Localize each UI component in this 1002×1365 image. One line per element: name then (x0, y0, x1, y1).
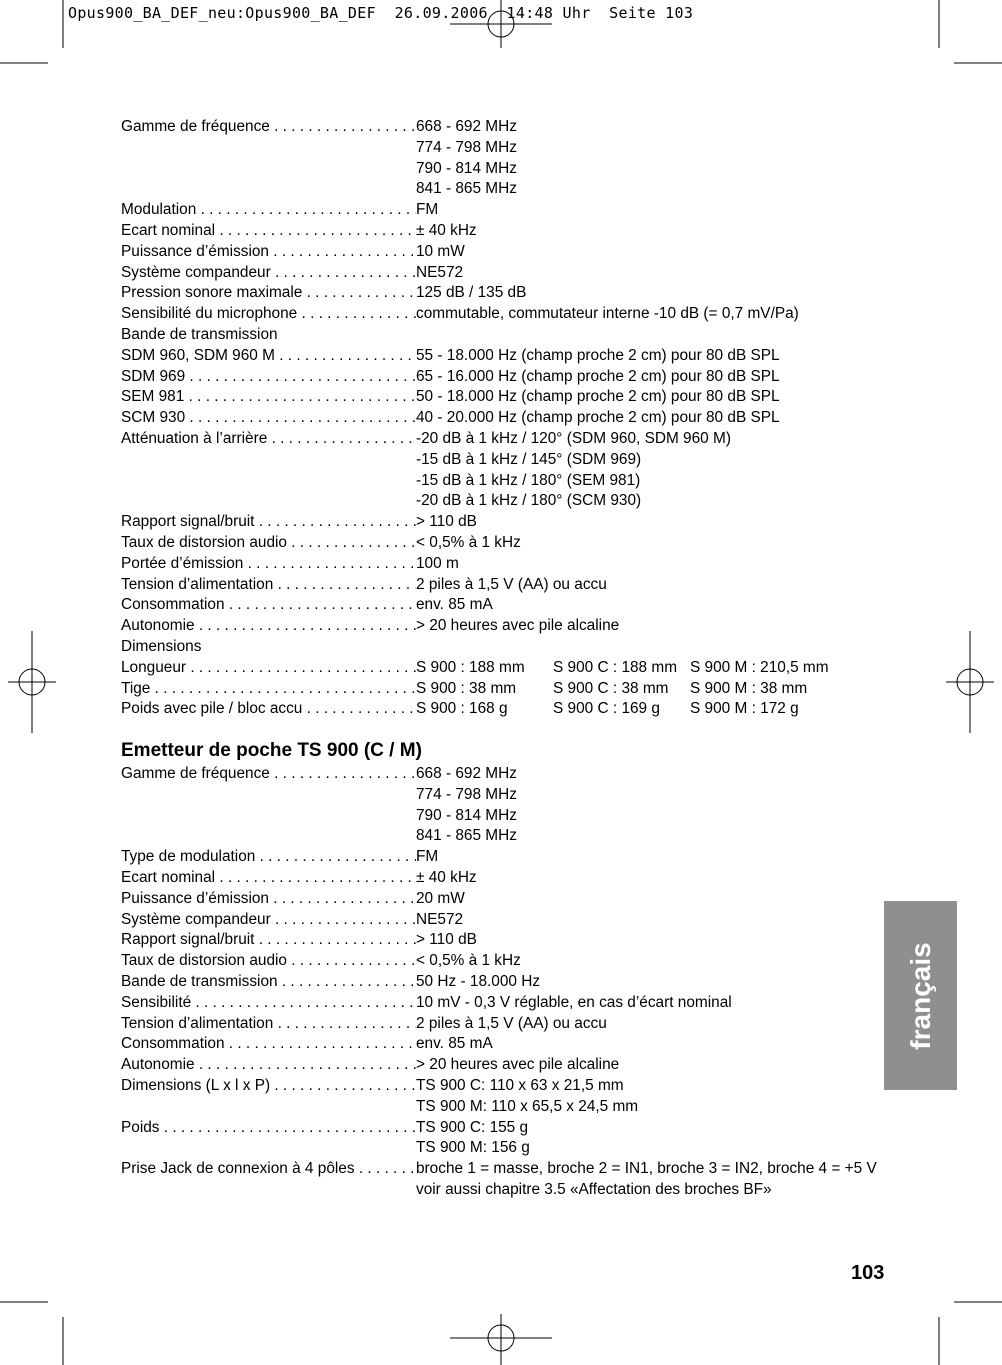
spec-values (416, 242, 901, 263)
spec-value: 2 piles à 1,5 V (AA) ou accu (416, 1014, 607, 1032)
spec-values (416, 408, 901, 429)
spec-column-value: S 900 : 188 mm (416, 658, 525, 676)
spec-values (416, 221, 901, 242)
spec-value: 10 mW (416, 242, 465, 260)
spec-label: SDM 969 . . . (121, 367, 416, 388)
registration-mark-right (946, 631, 994, 733)
spec-values (416, 304, 901, 325)
spec-label: Prise Jack de connexion à 4 pôles . . . (121, 1159, 416, 1201)
spec-value: 100 m (416, 554, 459, 572)
spec-values (416, 1118, 901, 1160)
spec-value: < 0,5% à 1 kHz (416, 952, 521, 970)
spec-row (121, 408, 901, 429)
spec-row (121, 910, 901, 931)
spec-values (416, 951, 901, 972)
spec-label: Taux de distorsion audio . . . (121, 951, 416, 972)
spec-value: TS 900 M: 156 g (416, 1139, 530, 1157)
spec-row (121, 993, 901, 1014)
spec-value: commutable, commutateur interne -10 dB (= 0,7 mV/Pa) (416, 305, 799, 323)
spec-label: Gamme de fréquence . . . (121, 117, 416, 200)
spec-column-value: S 900 C : 38 mm (553, 679, 669, 697)
spec-values (416, 699, 901, 720)
spec-value: 790 - 814 MHz (416, 159, 517, 177)
spec-value: -20 dB à 1 kHz / 120° (SDM 960, SDM 960 M) (416, 429, 731, 447)
spec-column-value: S 900 C : 188 mm (553, 658, 678, 676)
spec-value: ± 40 kHz (416, 221, 477, 239)
spec-values (416, 1014, 901, 1035)
spec-row (121, 951, 901, 972)
spec-value: > 20 heures avec pile alcaline (416, 1056, 620, 1074)
spec-values (416, 387, 901, 408)
spec-label: Rapport signal/bruit . . . (121, 930, 416, 951)
spec-label: Rapport signal/bruit . . . (121, 512, 416, 533)
spec-values (416, 847, 901, 868)
spec-values (416, 679, 901, 700)
spec-label: Modulation . . . (121, 200, 416, 221)
spec-label: SDM 960, SDM 960 M . . . (121, 346, 416, 367)
spec-value: TS 900 C: 110 x 63 x 21,5 mm (416, 1076, 624, 1094)
spec-label: Ecart nominal . . . (121, 868, 416, 889)
spec-value: < 0,5% à 1 kHz (416, 533, 521, 551)
spec-label: Tige . . . (121, 679, 416, 700)
spec-values (416, 263, 901, 284)
spec-column-value: S 900 M : 172 g (690, 700, 799, 718)
spec-row (121, 868, 901, 889)
spec-label: Autonomie . . . (121, 616, 416, 637)
spec-value: TS 900 C: 155 g (416, 1118, 529, 1136)
spec-values (416, 325, 901, 346)
spec-label: Bande de transmission (121, 325, 278, 343)
spec-value: 790 - 814 MHz (416, 806, 517, 824)
spec-values (416, 1055, 901, 1076)
bodypack-specs (121, 738, 901, 1201)
registration-mark-bottom (450, 1314, 552, 1365)
spec-values (416, 616, 901, 637)
spec-label: Bande de transmission . . . (121, 972, 416, 993)
spec-value: 2 piles à 1,5 V (AA) ou accu (416, 575, 607, 593)
spec-row (121, 200, 901, 221)
spec-row (121, 1014, 901, 1035)
spec-values (416, 367, 901, 388)
spec-row (121, 595, 901, 616)
spec-values (416, 554, 901, 575)
spec-values (416, 889, 901, 910)
spec-label: Consommation . . . (121, 595, 416, 616)
spec-row (121, 283, 901, 304)
spec-row (121, 1118, 901, 1160)
spec-value: env. 85 mA (416, 1035, 493, 1053)
spec-label: Pression sonore maximale . . . (121, 283, 416, 304)
spec-value: 40 - 20.000 Hz (champ proche 2 cm) pour 80 dB SPL (416, 409, 780, 427)
spec-row (121, 117, 901, 200)
spec-value: -15 dB à 1 kHz / 145° (SDM 969) (416, 450, 642, 468)
spec-row (121, 575, 901, 596)
spec-label: Système compandeur . . . (121, 263, 416, 284)
spec-value: 20 mW (416, 889, 465, 907)
spec-label: Portée d’émission . . . (121, 554, 416, 575)
spec-value: ± 40 kHz (416, 868, 477, 886)
spec-row (121, 554, 901, 575)
spec-column-value: S 900 : 168 g (416, 700, 508, 718)
spec-label: Taux de distorsion audio . . . (121, 533, 416, 554)
receiver-specs (121, 117, 901, 720)
spec-values (416, 200, 901, 221)
spec-label: Longueur . . . (121, 658, 416, 679)
spec-row (121, 263, 901, 284)
registration-mark-top (450, 0, 552, 48)
spec-row (121, 429, 901, 512)
spec-label: SEM 981 . . . (121, 387, 416, 408)
spec-values (416, 346, 901, 367)
spec-row (121, 658, 901, 679)
spec-label: Autonomie . . . (121, 1055, 416, 1076)
spec-label: Système compandeur . . . (121, 910, 416, 931)
spec-value: -20 dB à 1 kHz / 180° (SCM 930) (416, 492, 642, 510)
spec-row (121, 699, 901, 720)
spec-row (121, 930, 901, 951)
spec-values (416, 512, 901, 533)
spec-value: 55 - 18.000 Hz (champ proche 2 cm) pour 80 dB SPL (416, 346, 780, 364)
spec-label: Sensibilité . . . (121, 993, 416, 1014)
spec-label: Puissance d’émission . . . (121, 889, 416, 910)
spec-values (416, 1159, 901, 1201)
spec-value: 125 dB / 135 dB (416, 284, 527, 302)
spec-column-value: S 900 : 38 mm (416, 679, 517, 697)
language-tab-label: français (904, 941, 936, 1050)
print-header: Opus900_BA_DEF_neu:Opus900_BA_DEF 26.09.2006 14:48 Uhr Seite 103 (68, 4, 694, 22)
spec-label: SCM 930 . . . (121, 408, 416, 429)
spec-values (416, 117, 901, 200)
spec-row (121, 1076, 901, 1118)
spec-values (416, 993, 901, 1014)
spec-row (121, 679, 901, 700)
spec-label: Consommation . . . (121, 1034, 416, 1055)
spec-row (121, 889, 901, 910)
spec-value: 841 - 865 MHz (416, 180, 517, 198)
spec-label: Tension d’alimentation . . . (121, 575, 416, 596)
spec-value: NE572 (416, 263, 464, 281)
spec-row (121, 847, 901, 868)
spec-value: broche 1 = masse, broche 2 = IN1, broche 3 = IN2, broche 4 = +5 V voir aussi chapitre 3.5 «Affectation des broches BF» (416, 1160, 877, 1198)
spec-row (121, 972, 901, 993)
spec-label: Atténuation à l’arrière . . . (121, 429, 416, 512)
spec-values (416, 658, 901, 679)
spec-values (416, 868, 901, 889)
spec-values (416, 575, 901, 596)
spec-label: Sensibilité du microphone . . . (121, 304, 416, 325)
registration-mark-left (8, 631, 56, 733)
spec-label: Tension d’alimentation . . . (121, 1014, 416, 1035)
spec-label: Dimensions (L x l x P) . . . (121, 1076, 416, 1118)
spec-row (121, 242, 901, 263)
spec-row (121, 1034, 901, 1055)
spec-value: 50 Hz - 18.000 Hz (416, 972, 541, 990)
spec-value: FM (416, 201, 439, 219)
spec-values (416, 429, 901, 512)
spec-values (416, 910, 901, 931)
spec-label: Puissance d’émission . . . (121, 242, 416, 263)
spec-label: Poids . . . (121, 1118, 416, 1160)
spec-value: > 110 dB (416, 931, 477, 949)
spec-column-value: S 900 M : 210,5 mm (690, 658, 829, 676)
spec-value: TS 900 M: 110 x 65,5 x 24,5 mm (416, 1097, 639, 1115)
spec-row (121, 533, 901, 554)
spec-values (416, 930, 901, 951)
spec-value: 50 - 18.000 Hz (champ proche 2 cm) pour 80 dB SPL (416, 388, 780, 406)
spec-row (121, 764, 901, 847)
spec-row (121, 367, 901, 388)
spec-values (416, 972, 901, 993)
page-number: 103 (851, 1262, 885, 1284)
spec-value: 668 - 692 MHz (416, 765, 517, 782)
spec-value: 668 - 692 MHz (416, 118, 517, 135)
spec-value: > 110 dB (416, 513, 477, 531)
spec-value: 65 - 16.000 Hz (champ proche 2 cm) pour 80 dB SPL (416, 367, 780, 385)
spec-column-value: S 900 C : 169 g (553, 700, 660, 718)
spec-value: FM (416, 848, 439, 866)
spec-value: NE572 (416, 910, 464, 928)
spec-label: Type de modulation . . . (121, 847, 416, 868)
spec-value: 774 - 798 MHz (416, 785, 517, 803)
spec-row (121, 616, 901, 637)
language-tab (884, 901, 957, 1090)
spec-value: 10 mV - 0,3 V réglable, en cas d’écart nominal (416, 993, 732, 1011)
spec-row (121, 1159, 901, 1201)
spec-values (416, 533, 901, 554)
spec-value: > 20 heures avec pile alcaline (416, 617, 620, 635)
spec-value: 774 - 798 MHz (416, 138, 517, 156)
spec-label: Dimensions (121, 637, 202, 655)
spec-row (121, 387, 901, 408)
spec-row (121, 637, 901, 658)
spec-row (121, 1055, 901, 1076)
spec-values (416, 764, 901, 847)
spec-value: 841 - 865 MHz (416, 827, 517, 845)
spec-row (121, 221, 901, 242)
spec-label: Poids avec pile / bloc accu . . . (121, 699, 416, 720)
spec-value: -15 dB à 1 kHz / 180° (SEM 981) (416, 471, 641, 489)
spec-values (416, 1076, 901, 1118)
spec-values (416, 283, 901, 304)
spec-values (416, 1034, 901, 1055)
section-heading: Emetteur de poche TS 900 (C / M) (121, 740, 422, 761)
spec-value: env. 85 mA (416, 596, 493, 614)
spec-column-value: S 900 M : 38 mm (690, 679, 808, 697)
spec-values (416, 637, 901, 658)
spec-row (121, 304, 901, 325)
spec-row (121, 512, 901, 533)
spec-values (416, 595, 901, 616)
spec-label: Gamme de fréquence . . . (121, 764, 416, 847)
spec-row (121, 346, 901, 367)
spec-row (121, 325, 901, 346)
spec-label: Ecart nominal . . . (121, 221, 416, 242)
